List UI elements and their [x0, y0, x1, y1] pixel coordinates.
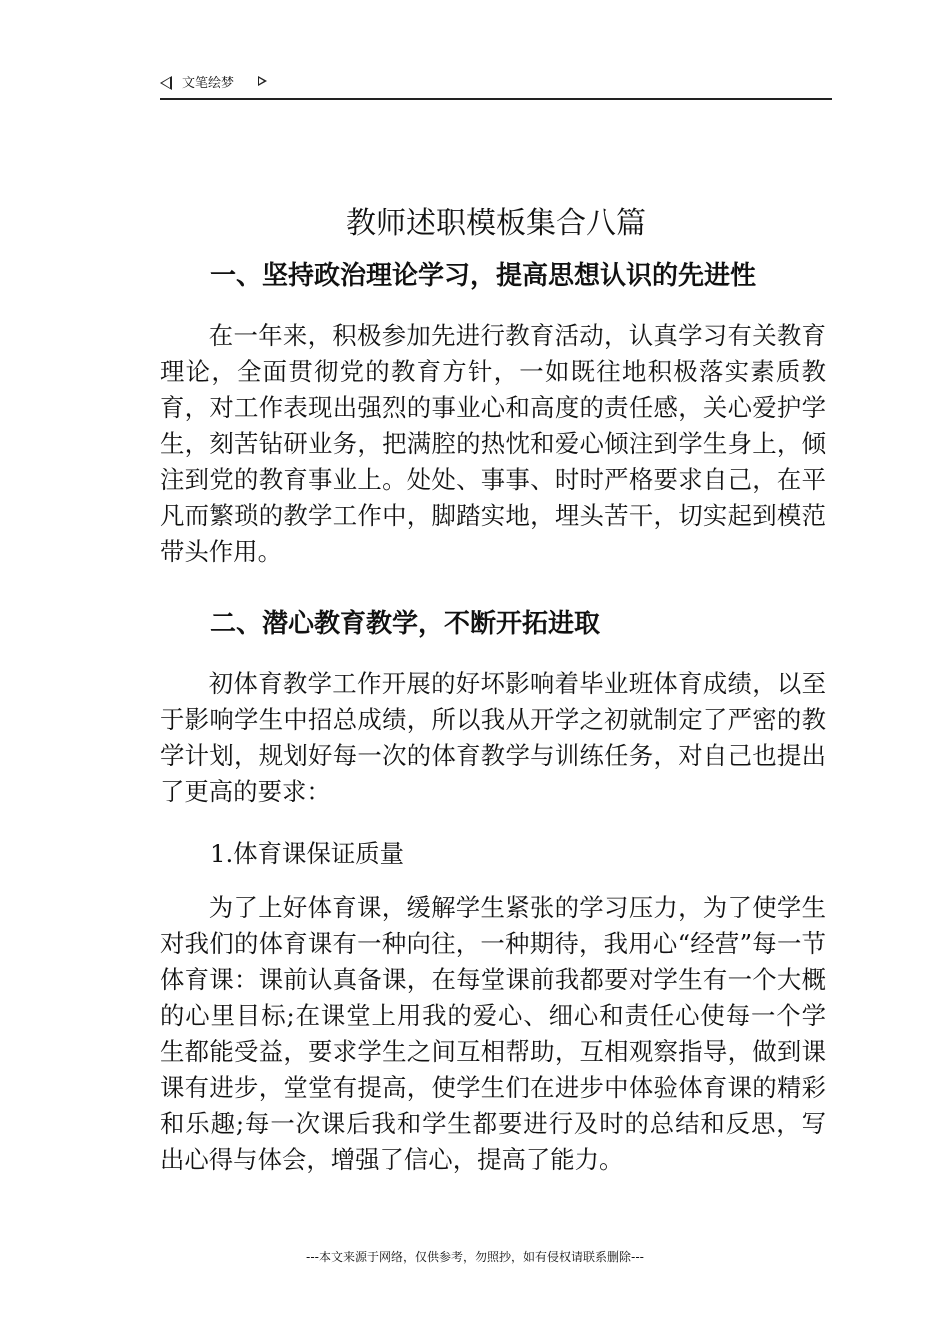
header-label: 文笔绘梦 — [182, 76, 235, 91]
page-header — [160, 72, 832, 100]
section-2-subheading: 1.体育课保证质量 — [210, 839, 405, 868]
triangle-left-outline-icon — [160, 76, 172, 90]
page-footer-disclaimer: ---本文来源于网络，仅供参考，勿照抄，如有侵权请联系删除--- — [306, 1250, 644, 1264]
triangle-right-outline-icon — [258, 76, 267, 86]
section-1-paragraph: 在一年来，积极参加先进行教育活动，认真学习有关教育理论，全面贯彻党的教育方针，一如既往地积极落实素质教育，对工作表现出强烈的事业心和高度的责任感，关心爱护学生，刻苦钻研业务，把满腔的热忱和爱心倾注到学生身上，倾注到党的教育事业上。处处、事事、时时严格要求自己，在平凡而繁琐的教学工作中，脚踏实地，埋头苦干，切实起到模范带头作用。 — [160, 321, 826, 566]
section-2-subparagraph: 为了上好体育课，缓解学生紧张的学习压力，为了使学生对我们的体育课有一种向往，一种期待，我用心“经营”每一节体育课：课前认真备课，在每堂课前我都要对学生有一个大概的心里目标;在课堂上用我的爱心、细心和责任心使每一个学生都能受益，要求学生之间互相帮助，互相观察指导，做到课课有进步，堂堂有提高，使学生们在进步中体验体育课的精彩和乐趣;每一次课后我和学生都要进行及时的总结和反思，写出心得与体会，增强了信心，提高了能力。 — [160, 893, 826, 1174]
section-2-heading: 二、潜心教育教学，不断开拓进取 — [210, 609, 601, 639]
document-title: 教师述职模板集合八篇 — [346, 206, 646, 241]
section-1-heading: 一、坚持政治理论学习，提高思想认识的先进性 — [210, 261, 757, 291]
section-2-paragraph: 初体育教学工作开展的好坏影响着毕业班体育成绩，以至于影响学生中招总成绩，所以我从开学之初就制定了严密的教学计划，规划好每一次的体育教学与训练任务，对自己也提出了更高的要求： — [160, 669, 826, 806]
